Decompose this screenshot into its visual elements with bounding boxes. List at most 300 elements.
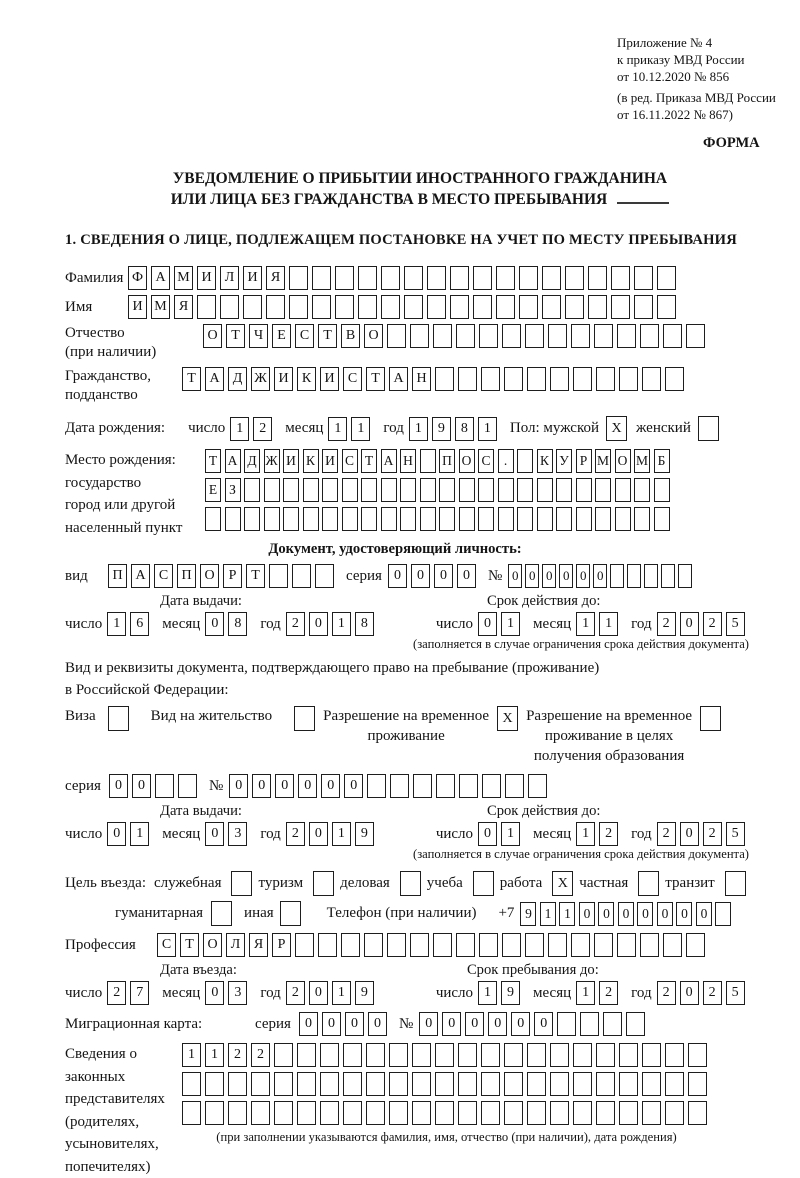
form-cell[interactable]: 8 xyxy=(455,417,474,441)
form-cell[interactable] xyxy=(318,933,337,957)
form-cell[interactable] xyxy=(410,324,429,348)
form-cell[interactable] xyxy=(481,1072,500,1096)
form-cell[interactable] xyxy=(283,507,299,531)
form-cell[interactable] xyxy=(458,367,477,391)
form-cell[interactable] xyxy=(297,1072,316,1096)
form-cell[interactable]: 1 xyxy=(332,612,351,636)
form-cell[interactable] xyxy=(389,1043,408,1067)
form-cell[interactable] xyxy=(274,1101,293,1125)
form-cell[interactable]: 1 xyxy=(130,822,149,846)
form-cell[interactable] xyxy=(297,1043,316,1067)
form-cell[interactable]: 2 xyxy=(253,417,272,441)
form-cell[interactable]: 1 xyxy=(328,417,347,441)
form-cell[interactable]: 0 xyxy=(478,612,497,636)
form-cell[interactable] xyxy=(556,478,572,502)
form-cell[interactable]: 0 xyxy=(275,774,294,798)
form-cell[interactable] xyxy=(479,324,498,348)
form-cell[interactable] xyxy=(596,1101,615,1125)
form-cell[interactable] xyxy=(642,1072,661,1096)
form-cell[interactable]: 6 xyxy=(130,612,149,636)
purpose-private-checkbox[interactable] xyxy=(638,871,659,896)
form-cell[interactable] xyxy=(264,478,280,502)
form-cell[interactable] xyxy=(573,367,592,391)
form-cell[interactable]: 0 xyxy=(511,1012,530,1036)
form-cell[interactable]: Ч xyxy=(249,324,268,348)
form-cell[interactable] xyxy=(502,933,521,957)
form-cell[interactable]: С xyxy=(157,933,176,957)
form-cell[interactable] xyxy=(381,295,400,319)
form-cell[interactable]: 2 xyxy=(657,981,676,1005)
residence-permit-checkbox[interactable] xyxy=(294,706,315,731)
form-cell[interactable]: С xyxy=(295,324,314,348)
form-cell[interactable] xyxy=(413,774,432,798)
form-cell[interactable] xyxy=(312,266,331,290)
form-cell[interactable] xyxy=(315,564,334,588)
form-cell[interactable] xyxy=(594,324,613,348)
form-cell[interactable]: Т xyxy=(361,449,377,473)
form-cell[interactable] xyxy=(479,933,498,957)
form-cell[interactable] xyxy=(498,507,514,531)
form-cell[interactable] xyxy=(381,266,400,290)
form-cell[interactable] xyxy=(498,478,514,502)
form-cell[interactable] xyxy=(178,774,197,798)
form-cell[interactable] xyxy=(537,478,553,502)
form-cell[interactable] xyxy=(573,1072,592,1096)
form-cell[interactable] xyxy=(565,295,584,319)
form-cell[interactable] xyxy=(155,774,174,798)
form-cell[interactable]: С xyxy=(343,367,362,391)
form-cell[interactable] xyxy=(661,564,675,588)
form-cell[interactable] xyxy=(654,478,670,502)
form-cell[interactable]: 0 xyxy=(434,564,453,588)
form-cell[interactable]: И xyxy=(322,449,338,473)
form-cell[interactable]: 0 xyxy=(109,774,128,798)
form-cell[interactable] xyxy=(654,507,670,531)
form-cell[interactable] xyxy=(435,1072,454,1096)
form-cell[interactable] xyxy=(197,295,216,319)
form-cell[interactable]: 1 xyxy=(501,822,520,846)
form-cell[interactable] xyxy=(361,507,377,531)
form-cell[interactable] xyxy=(642,367,661,391)
form-cell[interactable] xyxy=(459,507,475,531)
form-cell[interactable] xyxy=(642,1043,661,1067)
form-cell[interactable]: З xyxy=(225,478,241,502)
form-cell[interactable]: Н xyxy=(412,367,431,391)
form-cell[interactable]: 1 xyxy=(576,822,595,846)
form-cell[interactable] xyxy=(358,295,377,319)
form-cell[interactable]: П xyxy=(177,564,196,588)
form-cell[interactable]: 0 xyxy=(252,774,271,798)
form-cell[interactable]: 0 xyxy=(298,774,317,798)
form-cell[interactable] xyxy=(556,507,572,531)
form-cell[interactable] xyxy=(361,478,377,502)
form-cell[interactable] xyxy=(527,1043,546,1067)
form-cell[interactable] xyxy=(527,367,546,391)
form-cell[interactable] xyxy=(343,1043,362,1067)
form-cell[interactable] xyxy=(550,1101,569,1125)
form-cell[interactable]: Д xyxy=(228,367,247,391)
form-cell[interactable]: 0 xyxy=(368,1012,387,1036)
form-cell[interactable] xyxy=(251,1072,270,1096)
form-cell[interactable] xyxy=(542,295,561,319)
form-cell[interactable] xyxy=(420,507,436,531)
form-cell[interactable] xyxy=(517,507,533,531)
form-cell[interactable]: Н xyxy=(400,449,416,473)
form-cell[interactable] xyxy=(617,933,636,957)
form-cell[interactable] xyxy=(320,1072,339,1096)
form-cell[interactable] xyxy=(550,1072,569,1096)
form-cell[interactable] xyxy=(335,266,354,290)
form-cell[interactable]: 0 xyxy=(309,612,328,636)
form-cell[interactable] xyxy=(450,295,469,319)
form-cell[interactable] xyxy=(686,324,705,348)
form-cell[interactable]: Я xyxy=(249,933,268,957)
form-cell[interactable] xyxy=(627,564,641,588)
form-cell[interactable]: И xyxy=(197,266,216,290)
form-cell[interactable] xyxy=(436,774,455,798)
form-cell[interactable] xyxy=(458,1072,477,1096)
form-cell[interactable]: 0 xyxy=(344,774,363,798)
form-cell[interactable] xyxy=(588,266,607,290)
form-cell[interactable] xyxy=(343,1072,362,1096)
form-cell[interactable]: 2 xyxy=(703,822,722,846)
purpose-work-checkbox[interactable]: X xyxy=(552,871,573,896)
form-cell[interactable]: 0 xyxy=(676,902,692,926)
form-cell[interactable] xyxy=(343,1101,362,1125)
form-cell[interactable]: К xyxy=(303,449,319,473)
form-cell[interactable] xyxy=(412,1043,431,1067)
form-cell[interactable]: 2 xyxy=(251,1043,270,1067)
form-cell[interactable]: 0 xyxy=(637,902,653,926)
form-cell[interactable] xyxy=(435,367,454,391)
form-cell[interactable] xyxy=(322,507,338,531)
form-cell[interactable]: 1 xyxy=(501,612,520,636)
form-cell[interactable] xyxy=(481,367,500,391)
form-cell[interactable]: Ф xyxy=(128,266,147,290)
form-cell[interactable] xyxy=(366,1043,385,1067)
form-cell[interactable] xyxy=(663,933,682,957)
form-cell[interactable] xyxy=(341,933,360,957)
form-cell[interactable]: Я xyxy=(174,295,193,319)
form-cell[interactable]: 0 xyxy=(465,1012,484,1036)
form-cell[interactable]: 0 xyxy=(107,822,126,846)
form-cell[interactable]: 0 xyxy=(419,1012,438,1036)
form-cell[interactable]: 0 xyxy=(598,902,614,926)
form-cell[interactable]: 2 xyxy=(228,1043,247,1067)
form-cell[interactable]: 0 xyxy=(309,822,328,846)
form-cell[interactable]: 0 xyxy=(680,822,699,846)
form-cell[interactable] xyxy=(205,1101,224,1125)
form-cell[interactable]: К xyxy=(537,449,553,473)
form-cell[interactable] xyxy=(274,1043,293,1067)
form-cell[interactable] xyxy=(596,367,615,391)
form-cell[interactable] xyxy=(456,933,475,957)
form-cell[interactable]: С xyxy=(342,449,358,473)
form-cell[interactable] xyxy=(615,478,631,502)
form-cell[interactable] xyxy=(303,478,319,502)
form-cell[interactable] xyxy=(243,295,262,319)
form-cell[interactable]: 0 xyxy=(345,1012,364,1036)
form-cell[interactable]: 0 xyxy=(525,564,539,588)
form-cell[interactable]: 0 xyxy=(618,902,634,926)
form-cell[interactable] xyxy=(342,507,358,531)
form-cell[interactable]: 0 xyxy=(205,981,224,1005)
form-cell[interactable] xyxy=(542,266,561,290)
form-cell[interactable]: 9 xyxy=(355,822,374,846)
form-cell[interactable] xyxy=(473,295,492,319)
form-cell[interactable]: 1 xyxy=(230,417,249,441)
form-cell[interactable] xyxy=(611,295,630,319)
purpose-other-checkbox[interactable] xyxy=(280,901,301,926)
form-cell[interactable]: Т xyxy=(226,324,245,348)
form-cell[interactable]: 0 xyxy=(534,1012,553,1036)
form-cell[interactable] xyxy=(595,478,611,502)
sex-male-checkbox[interactable]: X xyxy=(606,416,627,441)
form-cell[interactable] xyxy=(289,295,308,319)
form-cell[interactable] xyxy=(588,295,607,319)
form-cell[interactable]: И xyxy=(274,367,293,391)
form-cell[interactable] xyxy=(387,324,406,348)
form-cell[interactable] xyxy=(678,564,692,588)
form-cell[interactable] xyxy=(595,507,611,531)
form-cell[interactable]: О xyxy=(364,324,383,348)
form-cell[interactable] xyxy=(537,507,553,531)
form-cell[interactable]: Т xyxy=(366,367,385,391)
form-cell[interactable] xyxy=(665,367,684,391)
form-cell[interactable] xyxy=(244,478,260,502)
form-cell[interactable]: 0 xyxy=(559,564,573,588)
form-cell[interactable] xyxy=(688,1072,707,1096)
form-cell[interactable] xyxy=(573,1043,592,1067)
purpose-humanitarian-checkbox[interactable] xyxy=(211,901,232,926)
form-cell[interactable]: 1 xyxy=(332,822,351,846)
form-cell[interactable] xyxy=(496,295,515,319)
form-cell[interactable] xyxy=(571,324,590,348)
form-cell[interactable] xyxy=(367,774,386,798)
form-cell[interactable] xyxy=(525,324,544,348)
purpose-transit-checkbox[interactable] xyxy=(725,871,746,896)
form-cell[interactable] xyxy=(404,295,423,319)
form-cell[interactable]: 0 xyxy=(411,564,430,588)
form-cell[interactable] xyxy=(435,1043,454,1067)
form-cell[interactable]: 2 xyxy=(657,612,676,636)
form-cell[interactable] xyxy=(596,1072,615,1096)
form-cell[interactable]: 2 xyxy=(703,981,722,1005)
form-cell[interactable] xyxy=(528,774,547,798)
form-cell[interactable] xyxy=(665,1101,684,1125)
form-cell[interactable]: 2 xyxy=(286,822,305,846)
form-cell[interactable] xyxy=(478,507,494,531)
form-cell[interactable] xyxy=(576,478,592,502)
form-cell[interactable]: 0 xyxy=(442,1012,461,1036)
form-cell[interactable]: 1 xyxy=(205,1043,224,1067)
form-cell[interactable] xyxy=(473,266,492,290)
form-cell[interactable] xyxy=(456,324,475,348)
form-cell[interactable] xyxy=(611,266,630,290)
form-cell[interactable] xyxy=(626,1012,645,1036)
form-cell[interactable]: К xyxy=(297,367,316,391)
form-cell[interactable]: О xyxy=(203,933,222,957)
form-cell[interactable] xyxy=(482,774,501,798)
form-cell[interactable]: 0 xyxy=(696,902,712,926)
form-cell[interactable]: 5 xyxy=(726,822,745,846)
form-cell[interactable]: М xyxy=(595,449,611,473)
form-cell[interactable]: . xyxy=(498,449,514,473)
form-cell[interactable] xyxy=(557,1012,576,1036)
form-cell[interactable] xyxy=(225,507,241,531)
form-cell[interactable]: 8 xyxy=(355,612,374,636)
form-cell[interactable]: 1 xyxy=(478,417,497,441)
form-cell[interactable]: И xyxy=(283,449,299,473)
purpose-study-checkbox[interactable] xyxy=(473,871,494,896)
form-cell[interactable]: М xyxy=(174,266,193,290)
form-cell[interactable]: 2 xyxy=(703,612,722,636)
form-cell[interactable]: 5 xyxy=(726,981,745,1005)
form-cell[interactable] xyxy=(420,478,436,502)
form-cell[interactable] xyxy=(433,324,452,348)
visa-checkbox[interactable] xyxy=(108,706,129,731)
form-cell[interactable] xyxy=(615,507,631,531)
sex-female-checkbox[interactable] xyxy=(698,416,719,441)
form-cell[interactable] xyxy=(450,266,469,290)
form-cell[interactable]: 0 xyxy=(132,774,151,798)
form-cell[interactable] xyxy=(504,1101,523,1125)
form-cell[interactable]: С xyxy=(154,564,173,588)
temp-residence-education-checkbox[interactable] xyxy=(700,706,721,731)
form-cell[interactable]: А xyxy=(389,367,408,391)
form-cell[interactable] xyxy=(182,1101,201,1125)
form-cell[interactable] xyxy=(634,295,653,319)
form-cell[interactable]: Р xyxy=(576,449,592,473)
form-cell[interactable]: Т xyxy=(180,933,199,957)
form-cell[interactable] xyxy=(571,933,590,957)
form-cell[interactable]: 0 xyxy=(593,564,607,588)
form-cell[interactable] xyxy=(228,1101,247,1125)
form-cell[interactable]: 0 xyxy=(321,774,340,798)
form-cell[interactable] xyxy=(390,774,409,798)
form-cell[interactable] xyxy=(634,266,653,290)
form-cell[interactable] xyxy=(420,449,436,473)
form-cell[interactable]: 2 xyxy=(107,981,126,1005)
form-cell[interactable]: А xyxy=(151,266,170,290)
form-cell[interactable]: А xyxy=(225,449,241,473)
form-cell[interactable] xyxy=(459,478,475,502)
form-cell[interactable] xyxy=(580,1012,599,1036)
form-cell[interactable] xyxy=(244,507,260,531)
form-cell[interactable]: Т xyxy=(246,564,265,588)
form-cell[interactable] xyxy=(366,1101,385,1125)
form-cell[interactable] xyxy=(292,564,311,588)
form-cell[interactable] xyxy=(387,933,406,957)
form-cell[interactable] xyxy=(274,1072,293,1096)
form-cell[interactable]: Е xyxy=(272,324,291,348)
form-cell[interactable] xyxy=(389,1072,408,1096)
form-cell[interactable]: Ж xyxy=(251,367,270,391)
form-cell[interactable] xyxy=(517,478,533,502)
form-cell[interactable]: 0 xyxy=(657,902,673,926)
form-cell[interactable] xyxy=(458,1101,477,1125)
form-cell[interactable]: 1 xyxy=(540,902,556,926)
form-cell[interactable] xyxy=(502,324,521,348)
purpose-tourism-checkbox[interactable] xyxy=(313,871,334,896)
form-cell[interactable]: 9 xyxy=(501,981,520,1005)
purpose-official-checkbox[interactable] xyxy=(231,871,252,896)
form-cell[interactable]: 9 xyxy=(520,902,536,926)
form-cell[interactable] xyxy=(619,367,638,391)
form-cell[interactable]: И xyxy=(320,367,339,391)
form-cell[interactable] xyxy=(439,507,455,531)
form-cell[interactable] xyxy=(610,564,624,588)
form-cell[interactable]: 2 xyxy=(599,822,618,846)
form-cell[interactable] xyxy=(459,774,478,798)
form-cell[interactable]: 1 xyxy=(599,612,618,636)
form-cell[interactable] xyxy=(519,295,538,319)
form-cell[interactable] xyxy=(665,1043,684,1067)
form-cell[interactable]: 3 xyxy=(228,981,247,1005)
form-cell[interactable]: О xyxy=(200,564,219,588)
form-cell[interactable] xyxy=(322,478,338,502)
form-cell[interactable]: М xyxy=(151,295,170,319)
form-cell[interactable]: 0 xyxy=(322,1012,341,1036)
form-cell[interactable] xyxy=(410,933,429,957)
form-cell[interactable]: П xyxy=(439,449,455,473)
form-cell[interactable] xyxy=(320,1043,339,1067)
form-cell[interactable] xyxy=(205,507,221,531)
form-cell[interactable]: 1 xyxy=(559,902,575,926)
form-cell[interactable]: О xyxy=(615,449,631,473)
form-cell[interactable]: 0 xyxy=(542,564,556,588)
form-cell[interactable] xyxy=(269,564,288,588)
form-cell[interactable] xyxy=(481,1043,500,1067)
form-cell[interactable]: 1 xyxy=(332,981,351,1005)
form-cell[interactable] xyxy=(389,1101,408,1125)
form-cell[interactable]: А xyxy=(131,564,150,588)
form-cell[interactable] xyxy=(358,266,377,290)
form-cell[interactable] xyxy=(381,507,397,531)
form-cell[interactable] xyxy=(550,1043,569,1067)
form-cell[interactable]: О xyxy=(203,324,222,348)
form-cell[interactable] xyxy=(634,478,650,502)
form-cell[interactable]: 2 xyxy=(286,981,305,1005)
form-cell[interactable] xyxy=(433,933,452,957)
form-cell[interactable] xyxy=(335,295,354,319)
form-cell[interactable]: Р xyxy=(223,564,242,588)
form-cell[interactable] xyxy=(303,507,319,531)
form-cell[interactable] xyxy=(596,1043,615,1067)
form-cell[interactable] xyxy=(617,324,636,348)
form-cell[interactable] xyxy=(400,478,416,502)
form-cell[interactable]: Д xyxy=(244,449,260,473)
form-cell[interactable]: 1 xyxy=(107,612,126,636)
form-cell[interactable]: 1 xyxy=(351,417,370,441)
form-cell[interactable] xyxy=(603,1012,622,1036)
form-cell[interactable] xyxy=(619,1072,638,1096)
form-cell[interactable] xyxy=(519,266,538,290)
form-cell[interactable] xyxy=(297,1101,316,1125)
form-cell[interactable]: Т xyxy=(182,367,201,391)
form-cell[interactable] xyxy=(481,1101,500,1125)
form-cell[interactable] xyxy=(657,295,676,319)
form-cell[interactable]: 1 xyxy=(576,981,595,1005)
form-cell[interactable] xyxy=(688,1101,707,1125)
form-cell[interactable]: 0 xyxy=(388,564,407,588)
form-cell[interactable] xyxy=(404,266,423,290)
form-cell[interactable] xyxy=(478,478,494,502)
form-cell[interactable]: Ж xyxy=(264,449,280,473)
form-cell[interactable] xyxy=(266,295,285,319)
form-cell[interactable] xyxy=(505,774,524,798)
form-cell[interactable]: А xyxy=(381,449,397,473)
